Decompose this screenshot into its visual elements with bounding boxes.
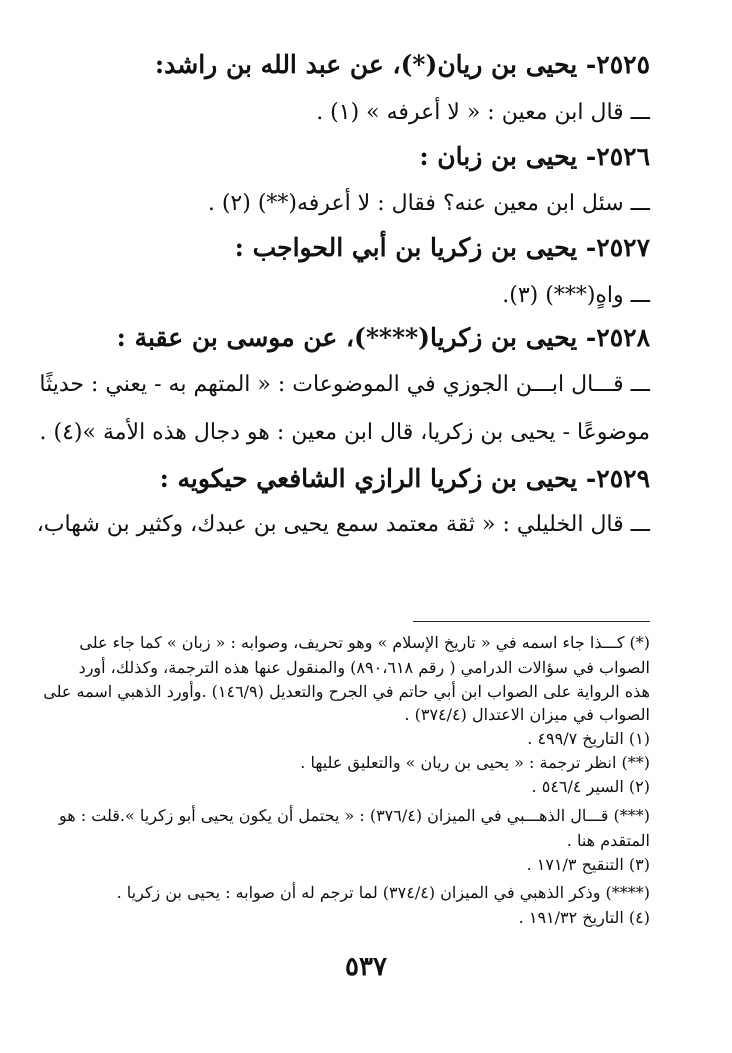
entry-2528-text-line1: ـــ قـــال ابـــن الجوزي في الموضوعات : « المتهم به - يعني : حديثًا (39, 372, 650, 397)
entry-2528-text-line2: موضوعًا - يحيى بن زكريا، قال ابن معين : هو دجال هذه الأمة »(٤) . (39, 420, 650, 445)
footnote-star2: (**) انظر ترجمة : « يحيى بن ريان » والتعليق عليها . (300, 753, 650, 772)
entry-2528-heading: ٢٥٢٨- يحيى بن زكريا(****)، عن موسى بن عقبة : (116, 323, 650, 352)
entry-2529-heading: ٢٥٢٩- يحيى بن زكريا الرازي الشافعي حيكويه : (159, 464, 650, 493)
footnote-star3-line2: المتقدم هنا . (566, 831, 650, 850)
entry-2526-text: ـــ سئل ابن معين عنه؟ فقال : لا أعرفه(**) (٢) . (207, 191, 650, 216)
footnote-2: (٢) السير ٥٤٦/٤ . (531, 777, 650, 796)
entry-2527-heading: ٢٥٢٧- يحيى بن زكريا بن أبي الحواجب : (234, 233, 650, 262)
footnote-3: (٣) التنقيح ١٧١/٣ . (526, 855, 650, 874)
entry-2526-heading: ٢٥٢٦- يحيى بن زبان : (419, 142, 650, 171)
footnote-star4: (****) وذكر الذهبي في الميزان (٣٧٤/٤) لما ترجم له أن صوابه : يحيى بن زكريا . (116, 883, 650, 902)
footnote-divider (413, 621, 650, 622)
page-number: ٥٣٧ (345, 952, 387, 982)
entry-2525-heading: ٢٥٢٥- يحيى بن ريان(*)، عن عبد الله بن راشد: (154, 50, 650, 79)
entry-2525-text: ـــ قال ابن معين : « لا أعرفه » (١) . (316, 100, 650, 125)
footnote-1: (١) التاريخ ٤٩٩/٧ . (527, 729, 650, 748)
footnote-star1-line1: (*) كـــذا جاء اسمه في « تاريخ الإسلام » وهو تحريف، وصوابه : « زبان » كما جاء على (79, 633, 650, 652)
entry-2529-text: ـــ قال الخليلي : « ثقة معتمد سمع يحيى بن عبدك، وكثير بن شهاب، (36, 512, 650, 537)
footnote-star1-line4: الصواب في ميزان الاعتدال (٣٧٤/٤) . (404, 705, 650, 724)
footnote-star3-line1: (***) قـــال الذهـــبي في الميزان (٣٧٦/٤) : « يحتمل أن يكون يحيى أبو زكريا ».قلت : هو (59, 806, 650, 825)
footnote-star1-line2: الصواب في سؤالات الدرامي ( رقم ٨٩٠،٦١٨) والمنقول عنها هذه الترجمة، وكذلك، أورد (78, 658, 650, 677)
footnote-star1-line3: هذه الرواية على الصواب ابن أبي حاتم في الجرح والتعديل (١٤٦/٩) .وأورد الذهبي اسمه على (43, 682, 650, 701)
entry-2527-text: ـــ واهٍ(***) (٣). (502, 283, 650, 308)
footnote-4: (٤) التاريخ ١٩١/٣٢ . (518, 908, 650, 927)
